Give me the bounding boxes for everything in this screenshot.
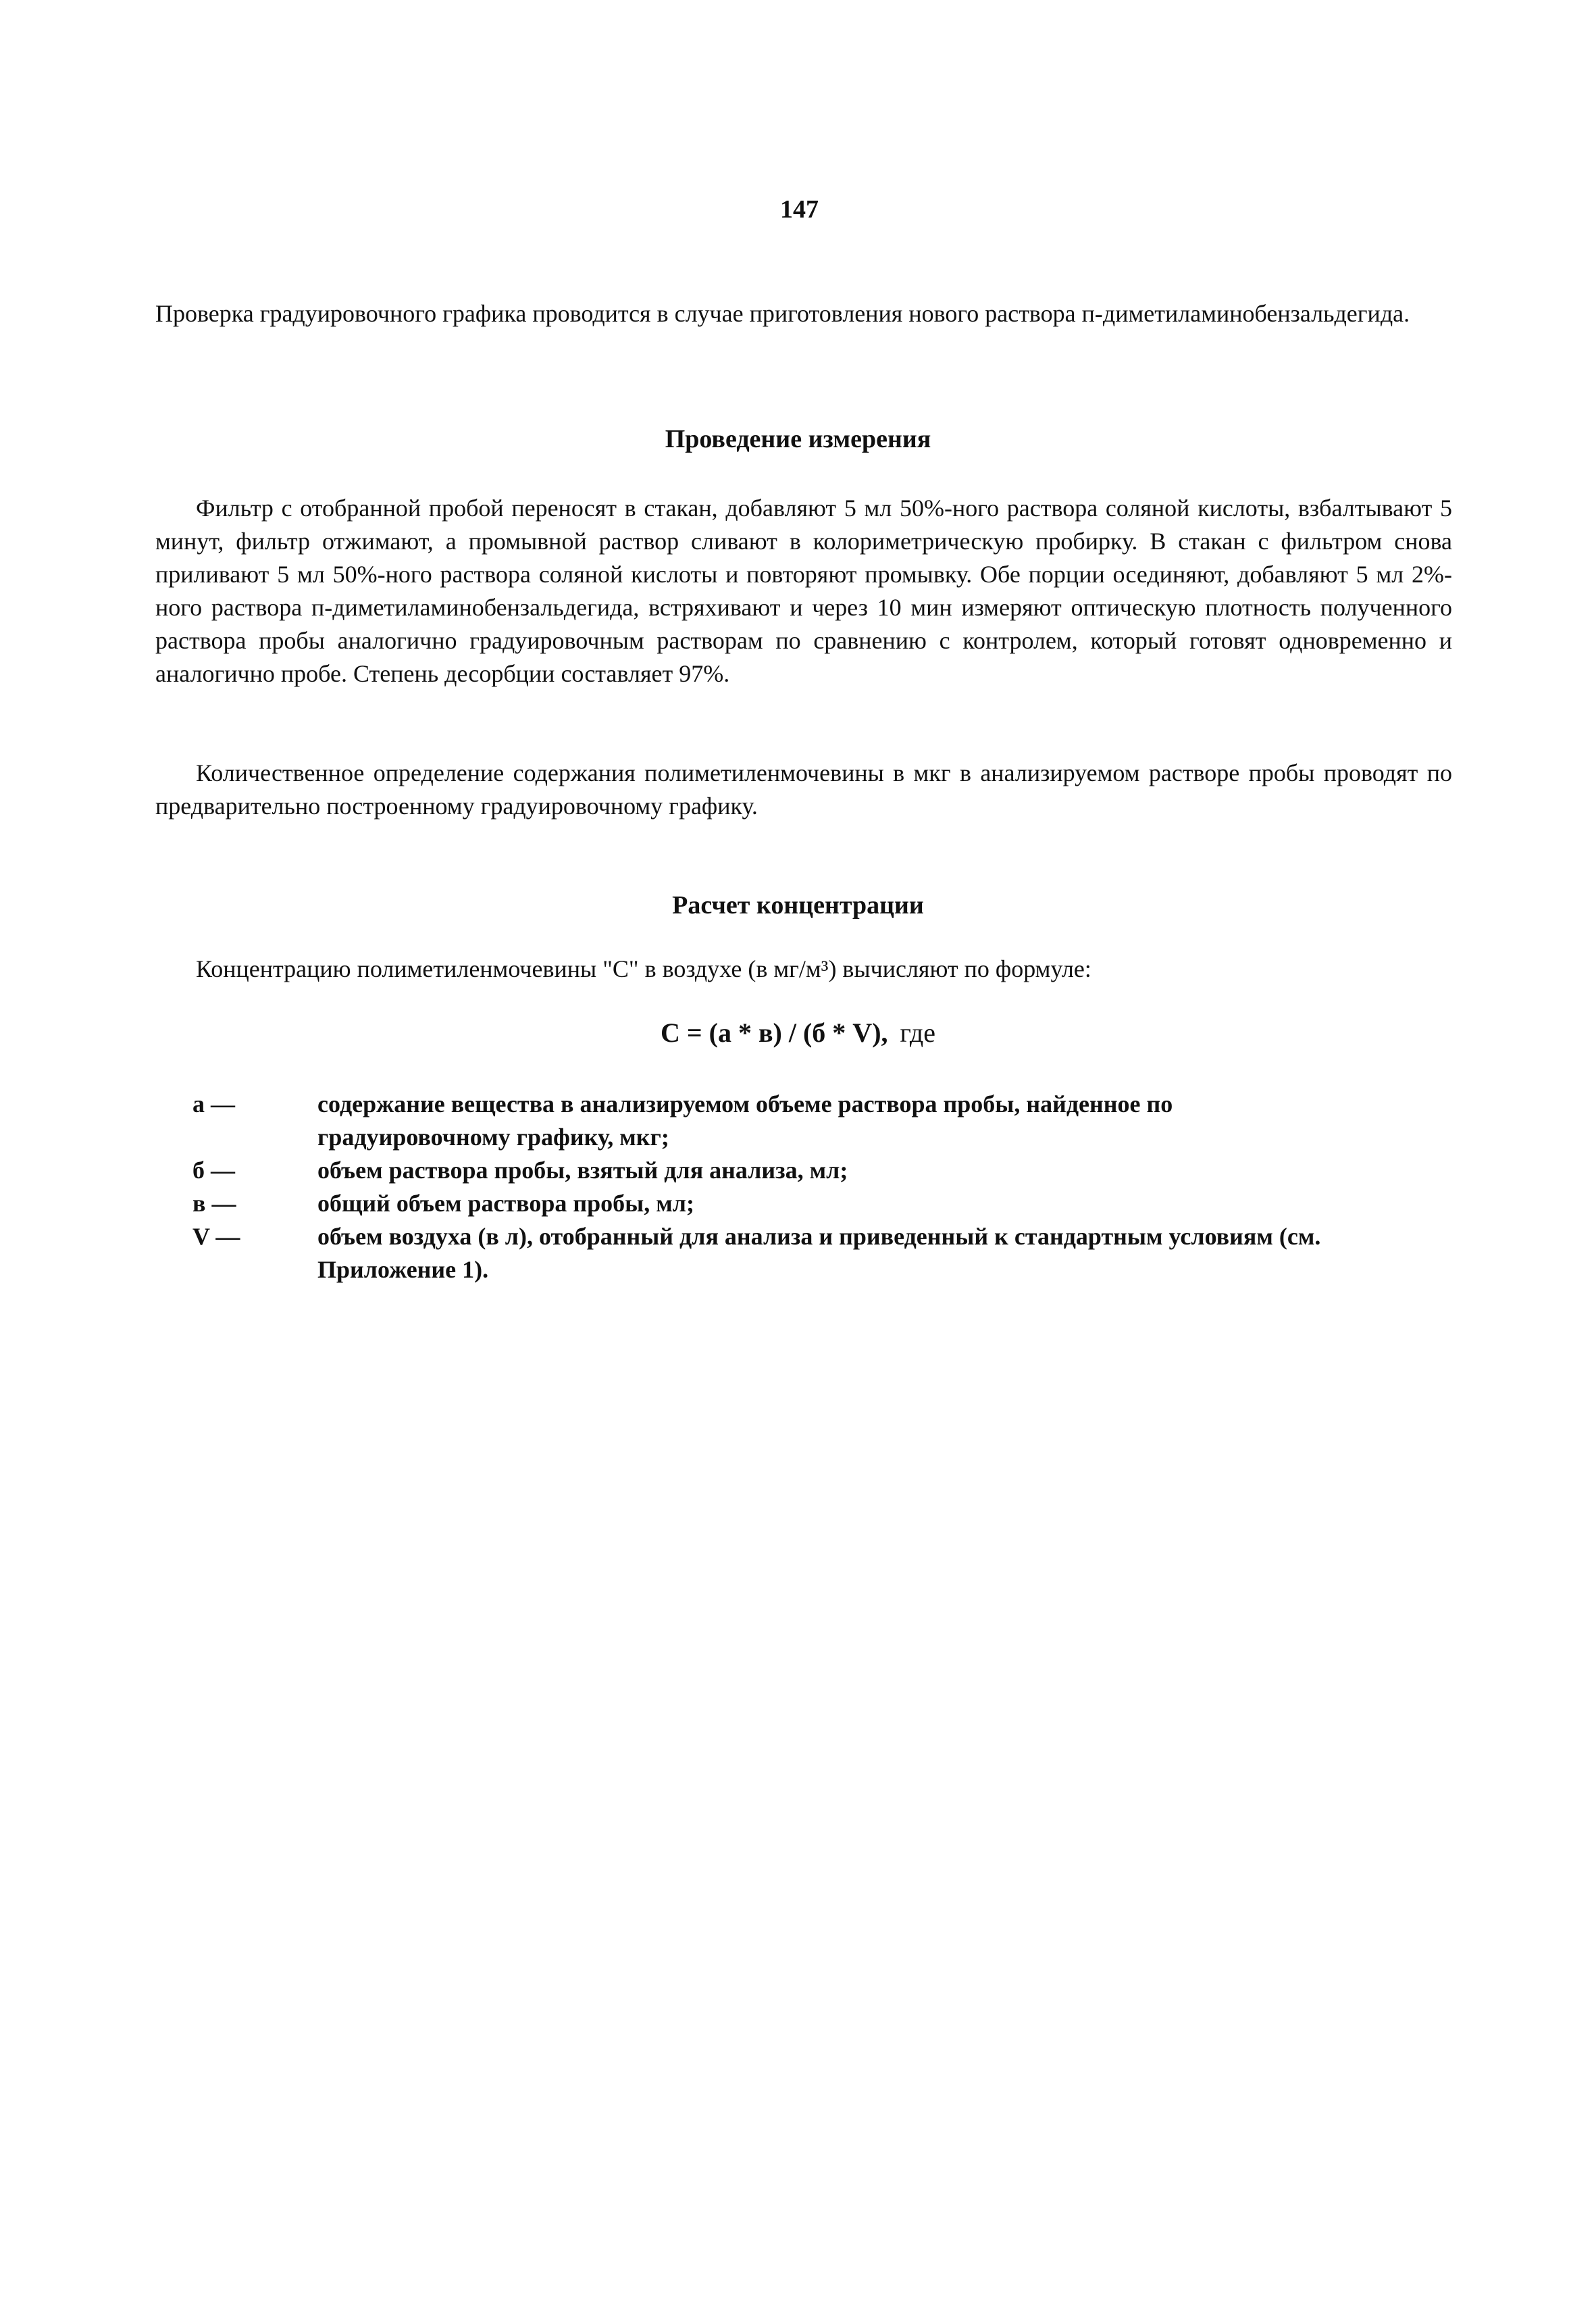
measurement-paragraph-2: Количественное определение содержания полиметиленмочевины в мкг в анализируемом растворе пробы проводят по предварительно построенному градуировочному графику. [155,759,1452,820]
calculation-intro: Концентрацию полиметиленмочевины "С" в воздухе (в мг/м³) вычисляют по формуле: [196,955,1091,982]
legend-item [192,1088,1354,1154]
section-title-calculation: Расчет концентрации [672,891,924,920]
legend-description: объем воздуха (в л), отобранный для анализа и приведенный к стандартным условиям (см. Приложение 1). [317,1223,1321,1283]
legend-symbol: V — [192,1223,240,1250]
formula-legend [192,1088,1354,1286]
legend-description: общий объем раствора пробы, мл; [317,1190,694,1217]
formula-expression: С = (а * в) / (б * V), [660,1017,888,1048]
legend-symbol: а — [192,1090,235,1117]
intro-paragraph: Проверка градуировочного графика проводится в случае приготовления нового раствора п-диметиламинобензальдегида. [155,300,1410,327]
measurement-paragraph-1: Фильтр с отобранной пробой переносят в стакан, добавляют 5 мл 50%-ного раствора соляной кислоты, взбалтывают 5 минут, фильтр отжимают, а промывной раствор сливают в колориметрическую пробирку. В стакан с фильтром снова приливают 5 мл 50%-ного раствора соляной кислоты и повторяют промывку. Обе порции осединяют, добавляют 5 мл 2%-ного раствора п-диметиламинобензальдегида, встряхивают и через 10 мин измеряют оптическую плотность полученного раствора пробы аналогично градуировочным растворам по сравнению с контролем, который готовят одновременно и аналогично пробе. Степень десорбции составляет 97%. [155,495,1452,687]
page-number: 147 [780,195,819,224]
legend-description: объем раствора пробы, взятый для анализа, мл; [317,1157,848,1184]
formula-where: где [900,1017,936,1048]
legend-item [192,1220,1354,1286]
legend-description: содержание вещества в анализируемом объеме раствора пробы, найденное по градуировочному графику, мкг; [317,1090,1173,1151]
legend-symbol: в — [192,1190,236,1217]
section-title-measurement: Проведение измерения [665,425,931,453]
legend-symbol: б — [192,1157,235,1184]
legend-item [192,1187,1354,1220]
legend-item [192,1154,1354,1187]
formula [0,1017,1596,1049]
